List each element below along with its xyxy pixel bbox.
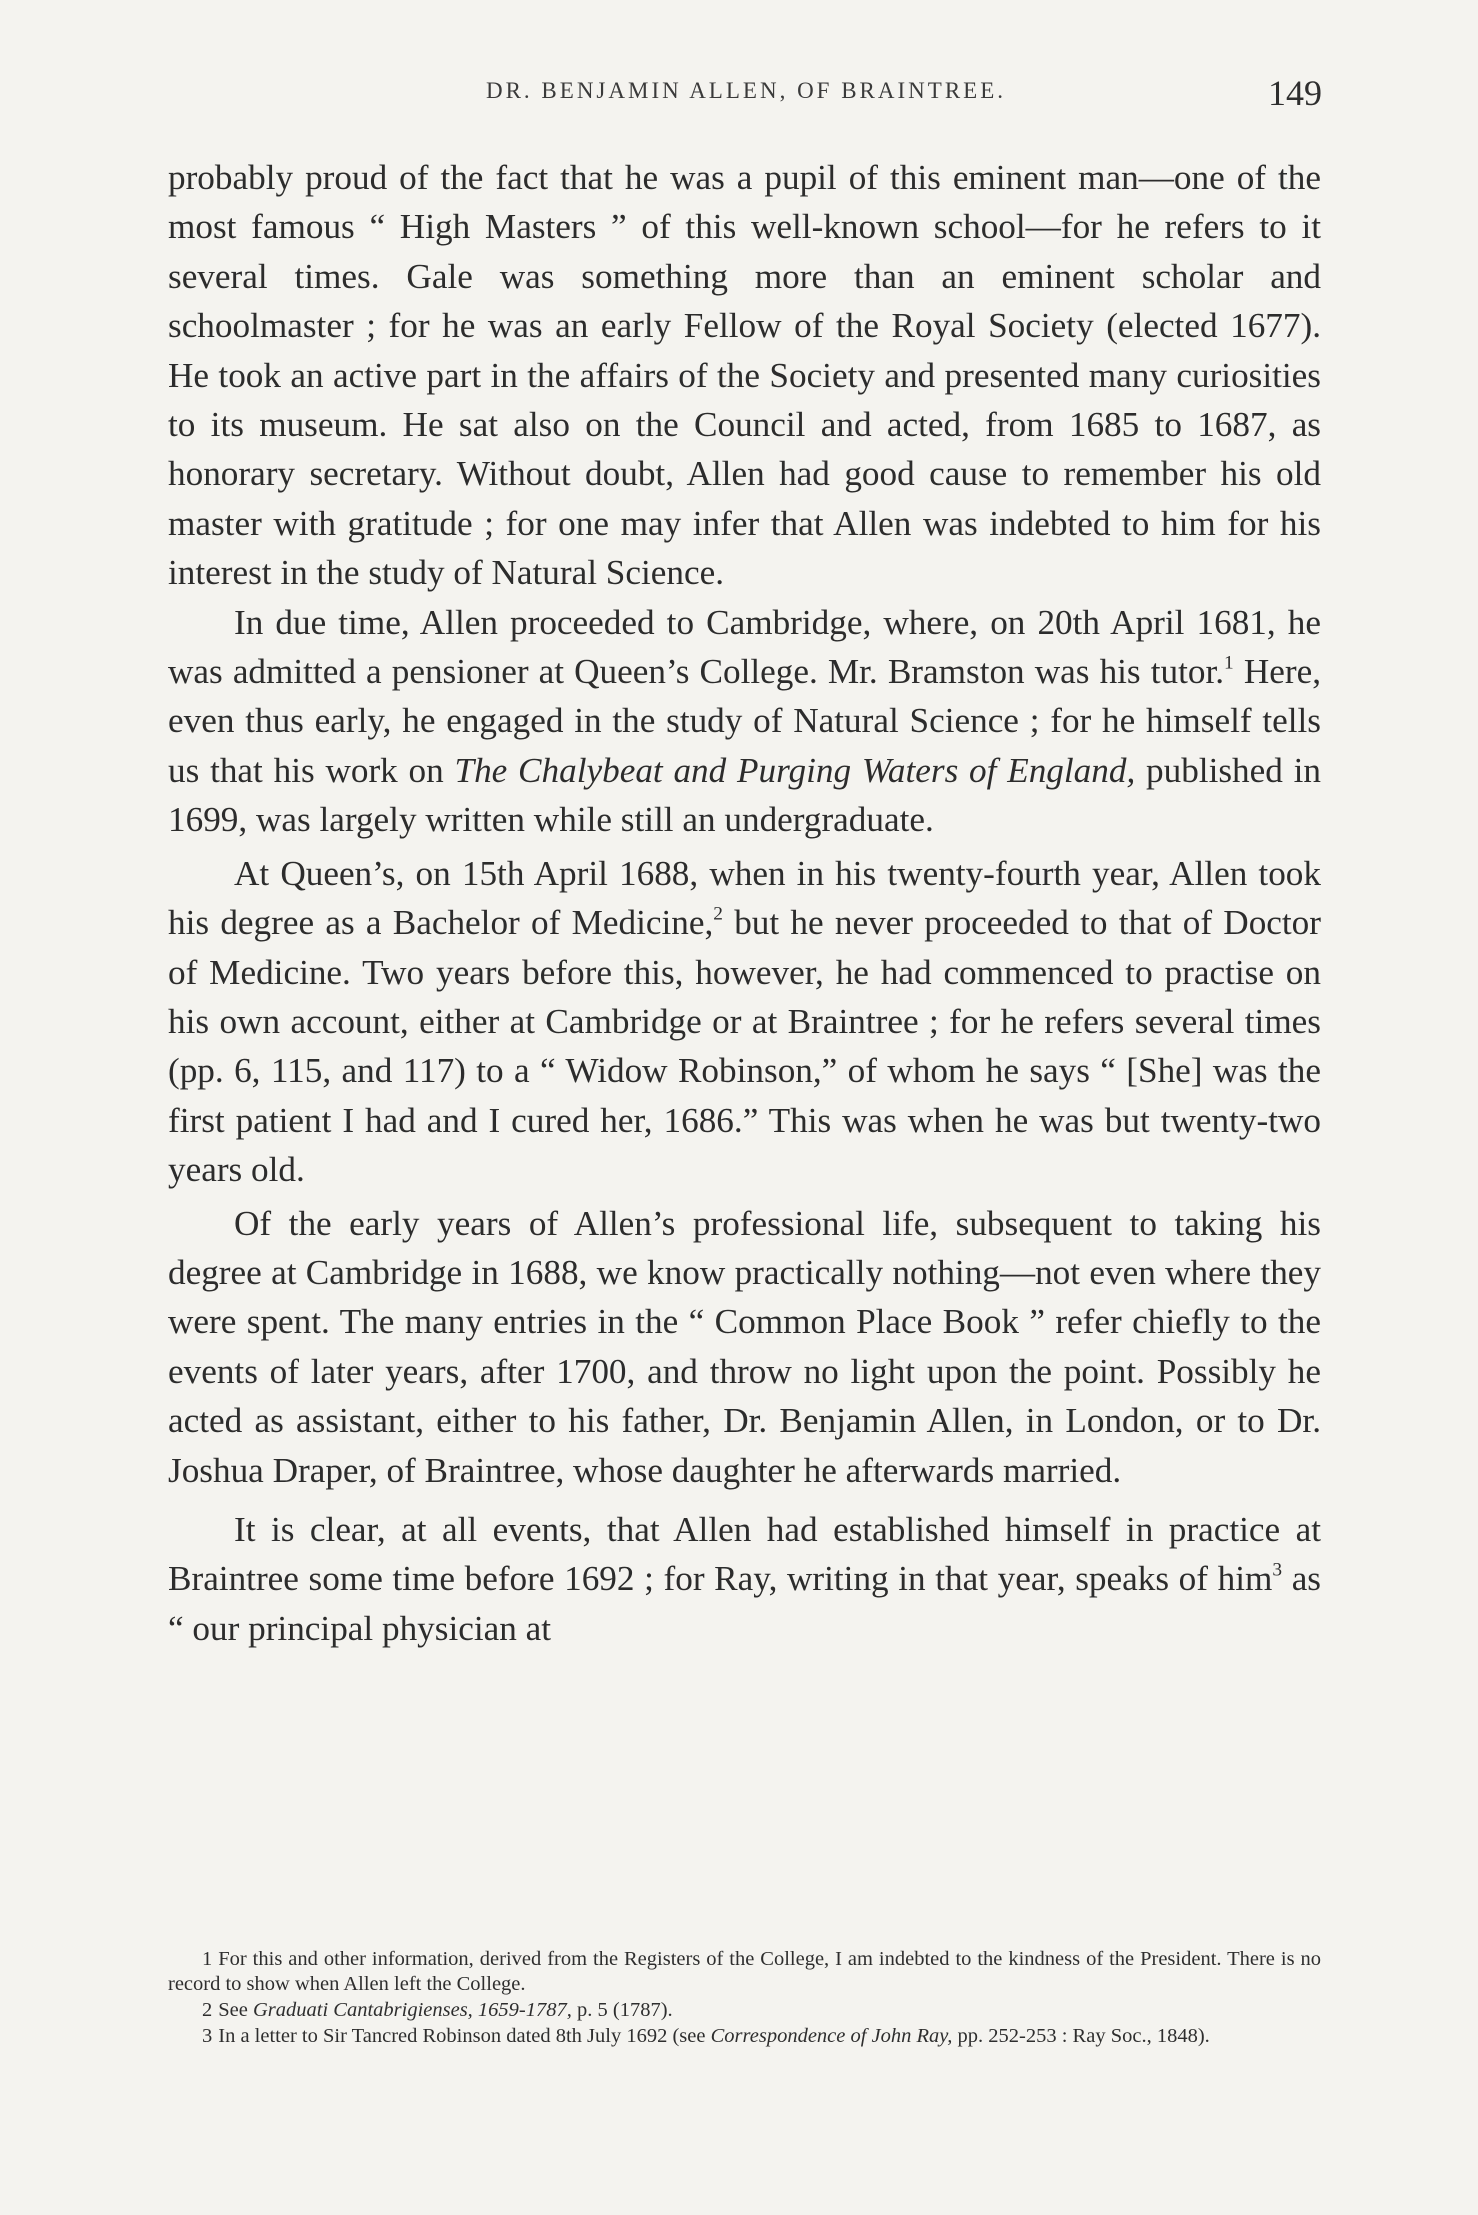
paragraph-3-text-a: At Queen’s, on 15th April 1688, when in his twenty-fourth year, Allen took his degree as a Bachelor of Medicine, bbox=[168, 853, 1321, 943]
footnote-3-post: pp. 252-253 : Ray Soc., 1848). bbox=[952, 2025, 1210, 2047]
footnote-ref-2: 2 bbox=[713, 903, 723, 925]
footnote-2-post: p. 5 (1787). bbox=[571, 1999, 673, 2021]
paragraph-5-text-a: It is clear, at all events, that Allen had established himself in practice at Braintree some time before 1692 ; for Ray, writing in that year, speaks of him bbox=[168, 1509, 1321, 1599]
body-text bbox=[168, 153, 1321, 1653]
running-title: DR. BENJAMIN ALLEN, OF BRAINTREE. bbox=[485, 78, 1007, 103]
page-number: 149 bbox=[1268, 73, 1322, 113]
footnote-2-pre: See bbox=[218, 1999, 253, 2021]
paragraph-5-text-b: as “ our principal physician at bbox=[168, 1559, 1322, 1648]
footnote-3-pre: In a letter to Sir Tancred Robinson dated 8th July 1692 (see bbox=[218, 2025, 711, 2047]
paragraph-4: Of the early years of Allen’s professional life, subsequent to taking his degree at Cambridge in 1688, we know practically nothing—not even where they were spent. The many entries in the “ Common Place Book ” refer chiefly to the events of later years, after 1700, and throw no light upon the point. Possibly he acted as assistant, either to his father, Dr. Benjamin Allen, in London, or to Dr. Joshua Draper, of Braintree, whose daughter he afterwards married. bbox=[168, 1203, 1321, 1490]
book-title-chalybeat: The Chalybeat and Purging Waters of England, bbox=[454, 750, 1136, 790]
footnote-3-number: 3 bbox=[202, 2025, 213, 2047]
footnote-3-title: Correspondence of John Ray, bbox=[710, 2025, 953, 2047]
paragraph-3-text-b: but he never proceeded to that of Doctor of Medicine. Two years before this, however, he had commenced to practise on his own account, either at Cambridge or at Braintree ; for he refers several times (pp. 6, 115, and 117) to a “ Widow Robinson,” of whom he says “ [She] was the first patient I had and I cured her, 1686.” This was when he was but twenty-two years old. bbox=[168, 903, 1321, 1190]
paragraph-2 bbox=[168, 598, 1321, 845]
footnote-1-number: 1 bbox=[202, 1948, 213, 1970]
footnote-2-number: 2 bbox=[202, 1999, 213, 2021]
footnote-2 bbox=[168, 1998, 1321, 2023]
footnote-2-title: Graduati Cantabrigienses, 1659-1787, bbox=[252, 1999, 572, 2021]
running-head bbox=[170, 73, 1322, 118]
paragraph-5 bbox=[168, 1505, 1321, 1653]
footnotes bbox=[168, 1947, 1321, 2049]
footnote-3 bbox=[168, 2024, 1321, 2049]
footnote-ref-3: 3 bbox=[1272, 1559, 1283, 1581]
footnote-1-text: For this and other information, derived from the Registers of the College, I am indebted to the kindness of the President. There is no record to show when Allen left the College. bbox=[168, 1948, 1321, 1995]
paragraph-2-text-c: published in 1699, was largely written while still an undergraduate. bbox=[168, 750, 1322, 840]
footnote-1 bbox=[168, 1947, 1321, 1997]
paragraph-2-text-b: Here, even thus early, he engaged in the study of Natural Science ; for he himself tells us that his work on bbox=[168, 652, 1321, 790]
footnote-ref-1: 1 bbox=[1224, 652, 1234, 674]
paragraph-2-text-a: In due time, Allen proceeded to Cambridge, where, on 20th April 1681, he was admitted a pensioner at Queen’s College. Mr. Bramston was his tutor. bbox=[168, 602, 1321, 692]
paragraph-1: probably proud of the fact that he was a pupil of this eminent man—one of the most famous “ High Masters ” of this well-known school—for he refers to it several times. Gale was something more than an eminent scholar and schoolmaster ; for he was an early Fellow of the Royal Society (elected 1677). He took an active part in the affairs of the Society and presented many curiosities to its museum. He sat also on the Council and acted, from 1685 to 1687, as honorary secretary. Without doubt, Allen had good cause to remember his old master with gratitude ; for one may infer that Allen was indebted to him for his interest in the study of Natural Science. bbox=[168, 158, 1321, 593]
paragraph-3 bbox=[168, 849, 1321, 1195]
